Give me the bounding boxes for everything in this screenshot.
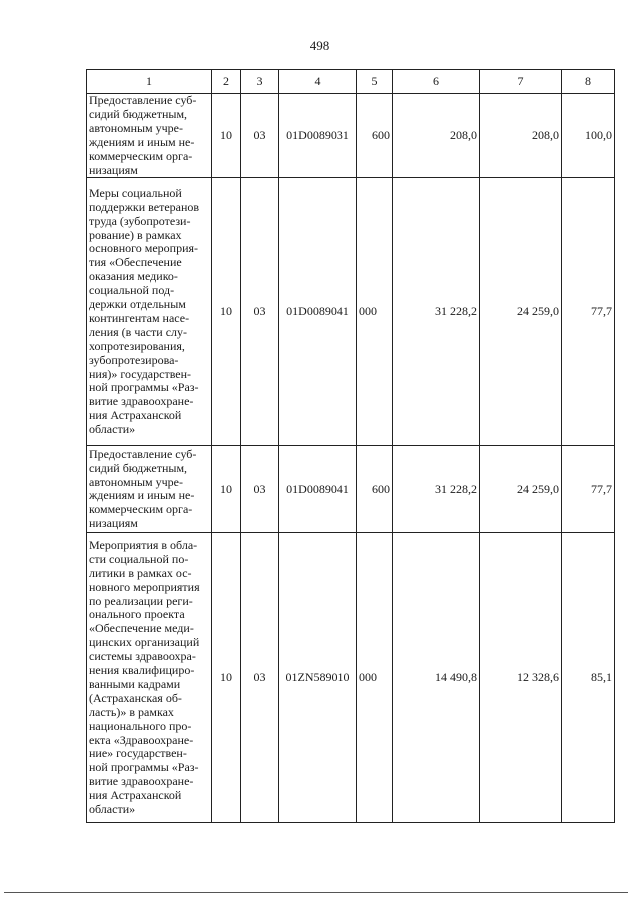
row-description: Мероприятия в обла- сти социальной по- литики в рамках ос- новного мероприятия по реализации реги- онального проекта «Обеспечение меди- цинских организаций системы здравоохра- нения квалифициро- ванными кадрами (Астраханская об- ласть)» в рамках национального про- екта «Здравоохране- ние» государствен- ной программы «Раз- витие здравоохране- ния Астраханской области» [87,533,212,823]
row-plan: 31 228,2 [393,446,480,533]
row-description: Предоставление суб- сидий бюджетным, автономным учре- ждениям и иным не- коммерческим орга- низациям [87,446,212,533]
row-percent: 85,1 [562,533,615,823]
row-expense-type: 000 [357,533,393,823]
row-target-article: 01ZN589010 [279,533,357,823]
table-row [87,446,615,533]
row-actual: 208,0 [480,94,562,178]
table-row [87,94,615,178]
column-header: 4 [279,70,357,94]
row-subsection: 03 [241,533,279,823]
row-actual: 24 259,0 [480,178,562,446]
row-plan: 31 228,2 [393,178,480,446]
row-section: 10 [212,446,241,533]
table-row [87,533,615,823]
row-percent: 100,0 [562,94,615,178]
column-header: 7 [480,70,562,94]
page-number: 498 [309,38,330,53]
column-header: 6 [393,70,480,94]
row-target-article: 01D0089041 [279,446,357,533]
row-plan: 208,0 [393,94,480,178]
row-description: Предоставление суб- сидий бюджетным, автономным учре- ждениям и иным не- коммерческим орга- низациям [87,94,212,178]
page-bottom-rule [4,892,628,893]
row-actual: 12 328,6 [480,533,562,823]
column-header: 3 [241,70,279,94]
row-section: 10 [212,178,241,446]
column-header: 5 [357,70,393,94]
row-description: Меры социальной поддержки ветеранов труда (зубопротези- рование) в рамках основного мероприя- тия «Обеспечение оказания медико- социальной под- держки отдельным контингентам насе- ления (в части слу- хопротезирования, зубопротезирова- ния)» государствен- ной программы «Раз- витие здравоохране- ния Астраханской области» [87,178,212,446]
row-expense-type: 000 [357,178,393,446]
column-header: 2 [212,70,241,94]
row-actual: 24 259,0 [480,446,562,533]
row-subsection: 03 [241,94,279,178]
row-target-article: 01D0089041 [279,178,357,446]
row-expense-type: 600 [357,446,393,533]
row-expense-type: 600 [357,94,393,178]
row-percent: 77,7 [562,446,615,533]
row-target-article: 01D0089031 [279,94,357,178]
row-subsection: 03 [241,446,279,533]
column-header: 8 [562,70,615,94]
row-percent: 77,7 [562,178,615,446]
column-header: 1 [87,70,212,94]
row-subsection: 03 [241,178,279,446]
row-section: 10 [212,533,241,823]
table-header-row [87,70,615,94]
table-row [87,178,615,446]
row-section: 10 [212,94,241,178]
row-plan: 14 490,8 [393,533,480,823]
budget-table [86,69,615,823]
